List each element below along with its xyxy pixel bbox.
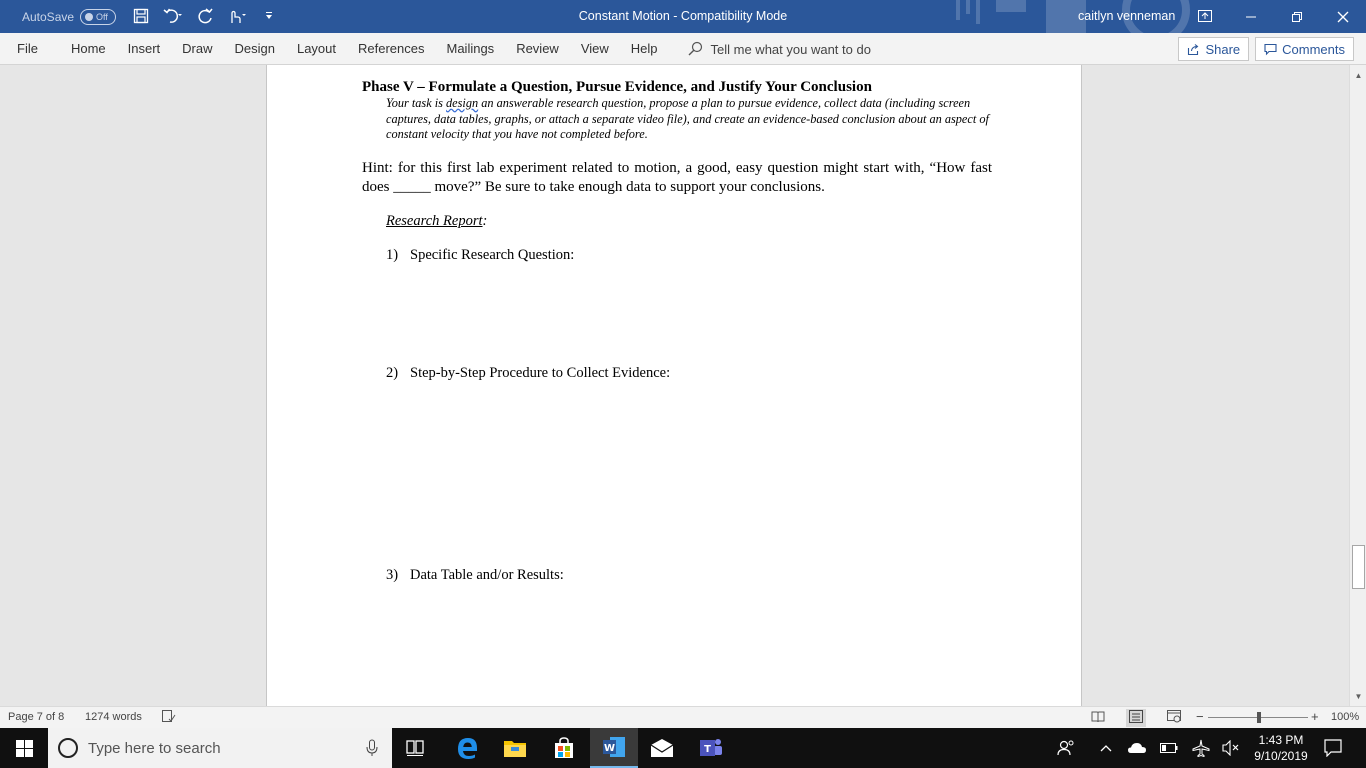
close-icon[interactable]	[1320, 0, 1366, 33]
task-view-icon[interactable]	[392, 728, 440, 768]
list-number: 1)	[386, 247, 399, 263]
taskbar-search[interactable]	[48, 728, 392, 768]
save-icon[interactable]	[130, 6, 152, 26]
word-count[interactable]: 1274 words	[85, 711, 142, 723]
lightbulb-search-icon	[687, 41, 703, 57]
tab-insert[interactable]: Insert	[127, 41, 161, 56]
document-page[interactable]	[266, 65, 1082, 706]
action-center-icon[interactable]	[1317, 728, 1349, 768]
search-placeholder: Type here to search	[88, 739, 221, 757]
svg-text:T: T	[704, 744, 711, 755]
tab-review[interactable]: Review	[516, 41, 559, 56]
edge-icon[interactable]	[443, 728, 491, 768]
share-icon	[1187, 43, 1200, 56]
tab-references[interactable]: References	[358, 41, 425, 56]
tab-mailings[interactable]: Mailings	[446, 41, 495, 56]
vertical-scrollbar[interactable]	[1349, 65, 1366, 706]
list-item	[386, 365, 670, 382]
share-controls	[1178, 37, 1354, 61]
people-icon[interactable]	[1050, 728, 1082, 768]
scroll-up-icon[interactable]: ▲	[1354, 70, 1363, 80]
battery-icon[interactable]	[1153, 728, 1185, 768]
task-paragraph	[386, 96, 991, 143]
zoom-in-icon[interactable]: +	[1311, 709, 1319, 724]
comments-button[interactable]	[1255, 37, 1354, 61]
cortana-icon	[48, 737, 88, 759]
file-explorer-icon[interactable]	[491, 728, 539, 768]
status-bar	[0, 706, 1366, 728]
read-mode-icon[interactable]	[1091, 710, 1105, 726]
web-layout-icon[interactable]	[1167, 710, 1181, 726]
list-item	[386, 247, 574, 264]
list-number: 2)	[386, 365, 399, 381]
research-report-label	[386, 213, 487, 230]
autosave-label: AutoSave	[22, 10, 75, 24]
taskbar	[0, 728, 1366, 768]
onedrive-icon[interactable]	[1121, 728, 1153, 768]
tab-draw[interactable]: Draw	[182, 41, 213, 56]
windows-start-icon[interactable]	[0, 728, 48, 768]
microsoft-store-icon[interactable]	[540, 728, 588, 768]
airplane-mode-icon[interactable]	[1185, 728, 1217, 768]
share-label: Share	[1205, 41, 1241, 57]
research-report-text: Research Report	[386, 213, 483, 229]
list-text: Data Table and/or Results:	[410, 567, 564, 583]
phase-heading: Phase V – Formulate a Question, Pursue Evidence, and Justify Your Conclusion	[362, 79, 872, 95]
page-count[interactable]: Page 7 of 8	[8, 711, 65, 723]
tab-help[interactable]: Help	[630, 41, 658, 56]
volume-muted-icon[interactable]	[1215, 728, 1247, 768]
tab-file[interactable]: File	[17, 41, 38, 56]
restore-icon[interactable]	[1274, 0, 1320, 33]
scroll-down-icon[interactable]: ▼	[1354, 691, 1363, 701]
proofing-icon[interactable]	[162, 710, 176, 726]
ribbon-tabs	[0, 33, 871, 65]
document-area[interactable]	[0, 65, 1349, 706]
comments-label: Comments	[1282, 41, 1345, 57]
share-button[interactable]	[1178, 37, 1249, 61]
quick-access-toolbar	[130, 6, 280, 26]
clock-date: 9/10/2019	[1254, 749, 1308, 763]
list-text: Step-by-Step Procedure to Collect Evidence:	[410, 365, 671, 381]
tab-design[interactable]: Design	[234, 41, 275, 56]
chevron-up-icon[interactable]	[1090, 728, 1122, 768]
touch-mode-icon[interactable]	[226, 6, 248, 26]
mail-icon[interactable]	[638, 728, 686, 768]
toggle-knob	[85, 13, 93, 21]
window-controls	[1228, 0, 1366, 33]
tab-layout[interactable]: Layout	[296, 41, 337, 56]
teams-icon[interactable]	[687, 728, 735, 768]
list-item	[386, 567, 564, 584]
print-layout-icon[interactable]	[1126, 709, 1146, 727]
ribbon-tabs-bar	[0, 33, 1366, 65]
autosave-state: Off	[96, 12, 108, 22]
minimize-icon[interactable]	[1228, 0, 1274, 33]
list-number: 3)	[386, 567, 399, 583]
microphone-icon[interactable]	[366, 739, 378, 761]
tell-me-search[interactable]	[687, 41, 871, 57]
tab-home[interactable]: Home	[70, 41, 106, 56]
tab-view[interactable]: View	[580, 41, 609, 56]
document-title: Constant Motion - Compatibility Mode	[578, 9, 788, 23]
comment-icon	[1264, 43, 1277, 56]
clock-time: 1:43 PM	[1258, 733, 1304, 747]
autosave	[22, 9, 116, 25]
system-clock[interactable]	[1244, 732, 1318, 764]
tell-me-text: Tell me what you want to do	[710, 41, 871, 57]
user-name[interactable]: caitlyn venneman	[1078, 9, 1176, 23]
spelling-flagged-word[interactable]: design	[446, 96, 479, 110]
list-text: Specific Research Question:	[410, 247, 575, 263]
customize-qat-icon[interactable]	[258, 6, 280, 26]
scroll-thumb[interactable]	[1352, 545, 1365, 589]
task-text-end: an answerable research question, propose a plan to pursue evidence, collect data (including screen captures, data tables, graphs, or attach a separate video file), and create an evidence-based conclusion about an aspect of constant velocity that you have not completed before.	[386, 96, 989, 142]
zoom-slider-thumb[interactable]	[1257, 712, 1261, 723]
title-bar	[0, 0, 1366, 33]
undo-icon[interactable]	[162, 6, 184, 26]
zoom-level[interactable]: 100%	[1331, 711, 1360, 723]
autosave-toggle[interactable]	[80, 9, 116, 25]
zoom-out-icon[interactable]: −	[1196, 709, 1204, 724]
word-app-icon[interactable]	[590, 728, 638, 768]
task-text-start: Your task is	[386, 96, 447, 110]
ribbon-display-options-icon[interactable]	[1196, 8, 1214, 24]
svg-text:W: W	[603, 743, 616, 754]
research-report-colon: :	[482, 213, 488, 229]
hint-paragraph: Hint: for this first lab experiment related to motion, a good, easy question might start with, “How fast does _____ move?” Be sure to take enough data to support your conclusions.	[362, 160, 992, 195]
redo-icon[interactable]	[194, 6, 216, 26]
